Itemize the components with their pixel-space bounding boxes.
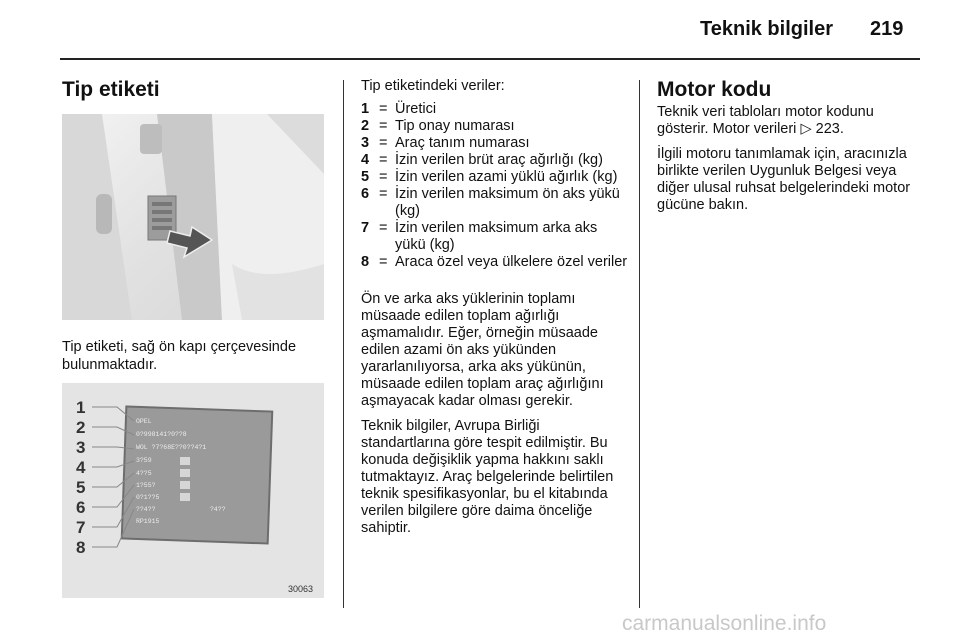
column-divider-1 <box>343 80 344 608</box>
list-item <box>361 186 629 220</box>
label-line-4: 3?59 <box>136 457 152 464</box>
label-number-1: 1 <box>76 398 86 417</box>
type-label-data-column <box>361 78 629 537</box>
label-line-7: 0?1??5 <box>136 494 160 501</box>
type-label-data-list <box>361 101 629 271</box>
label-line-6: 1?55? <box>136 482 156 489</box>
label-number-2: 2 <box>76 418 86 437</box>
door-frame-photo <box>62 114 324 320</box>
item-text: İzin verilen maksimum arka aks yükü (kg) <box>395 220 598 253</box>
list-intro: Tip etiketindeki veriler: <box>361 78 505 94</box>
engine-code-paragraph <box>657 104 927 138</box>
label-number-8: 8 <box>76 538 86 557</box>
item-equals: = <box>379 135 388 151</box>
label-number-7: 7 <box>76 518 86 537</box>
item-text: İzin verilen azami yüklü ağırlık (kg) <box>395 169 618 185</box>
engine-code-text: Teknik veri tabloları motor kodunu gösterir. Motor verileri <box>657 104 874 137</box>
item-number: 2 <box>361 118 370 134</box>
section-title-tip-etiketi: Tip etiketi <box>62 78 160 101</box>
type-label-photo <box>62 383 324 598</box>
engine-identification-paragraph: İlgili motoru tanımlamak için, aracınızla birlikte verilen Uygunluk Belgesi veya diğer ulusal ruhsat belgelerindeki motor gücüne bakın. <box>657 146 911 213</box>
label-number-3: 3 <box>76 438 86 457</box>
item-equals: = <box>379 186 388 202</box>
item-text: Araca özel veya ülkelere özel veriler <box>395 254 628 270</box>
label-line-2: 0?998141?0??8 <box>136 431 187 438</box>
item-text: Araç tanım numarası <box>395 135 530 151</box>
list-item <box>361 254 629 271</box>
item-equals: = <box>379 254 388 270</box>
label-code-a: ?4?? <box>210 506 226 513</box>
item-number: 5 <box>361 169 370 185</box>
list-item <box>361 118 629 135</box>
list-item <box>361 135 629 152</box>
label-line-3: WOL ?7?68E??0??4?1 <box>136 444 207 451</box>
list-item <box>361 101 629 118</box>
item-text: Tip onay numarası <box>395 118 515 134</box>
label-code-b: RP1915 <box>136 518 160 525</box>
page-reference-icon: ▷ <box>800 121 812 137</box>
page-reference-link[interactable]: 223. <box>815 121 844 137</box>
label-line-8: ??4?? <box>136 506 156 513</box>
image-code: 30063 <box>288 584 314 594</box>
section-title-motor-kodu: Motor kodu <box>657 78 772 101</box>
running-header-title: Teknik bilgiler <box>700 18 833 40</box>
list-item <box>361 152 629 169</box>
item-number: 8 <box>361 254 370 270</box>
list-item <box>361 169 629 186</box>
item-number: 4 <box>361 152 370 168</box>
header-rule <box>60 58 920 60</box>
axle-load-paragraph: Ön ve arka aks yüklerinin toplamı müsaade edilen toplam ağırlığı aşmamalıdır. Eğer, örneğin müsaade edilen azami ön aks yükünden yararlanılıyorsa, arka aks yükünün, müsaade edilen toplam araç ağırlığını aşmayacak kadar olması gerekir. <box>361 291 604 409</box>
watermark: carmanualsonline.info <box>622 612 827 635</box>
column-divider-2 <box>639 80 640 608</box>
label-line-5: 4??5 <box>136 470 152 477</box>
item-equals: = <box>379 169 388 185</box>
item-text: Üretici <box>395 101 437 117</box>
photo-caption: Tip etiketi, sağ ön kapı çerçevesinde bulunmaktadır. <box>62 339 297 373</box>
item-equals: = <box>379 152 388 168</box>
type-label-illustration <box>62 383 324 598</box>
label-line-1: OPEL <box>136 418 152 425</box>
item-number: 1 <box>361 101 370 117</box>
label-number-6: 6 <box>76 498 86 517</box>
item-number: 6 <box>361 186 370 202</box>
item-text: İzin verilen maksimum ön aks yükü (kg) <box>395 186 620 219</box>
item-number: 3 <box>361 135 370 151</box>
page-number: 219 <box>870 18 904 40</box>
item-equals: = <box>379 220 388 236</box>
door-frame-illustration <box>62 114 324 320</box>
item-text: İzin verilen brüt araç ağırlığı (kg) <box>395 152 603 168</box>
label-number-5: 5 <box>76 478 86 497</box>
eu-standards-paragraph: Teknik bilgiler, Avrupa Birliği standartlarına göre tespit edilmiştir. Bu konuda değişiklik yapma hakkını saklı tutmaktayız. Araç belgelerinde belirtilen teknik spesifikasyonlar, bu el kitabında verilen bilgilere göre daima önceliğe sahiptir. <box>361 418 614 536</box>
item-equals: = <box>379 101 388 117</box>
engine-code-column <box>657 78 927 214</box>
list-item <box>361 220 629 254</box>
label-number-4: 4 <box>76 458 86 477</box>
item-number: 7 <box>361 220 370 236</box>
item-equals: = <box>379 118 388 134</box>
